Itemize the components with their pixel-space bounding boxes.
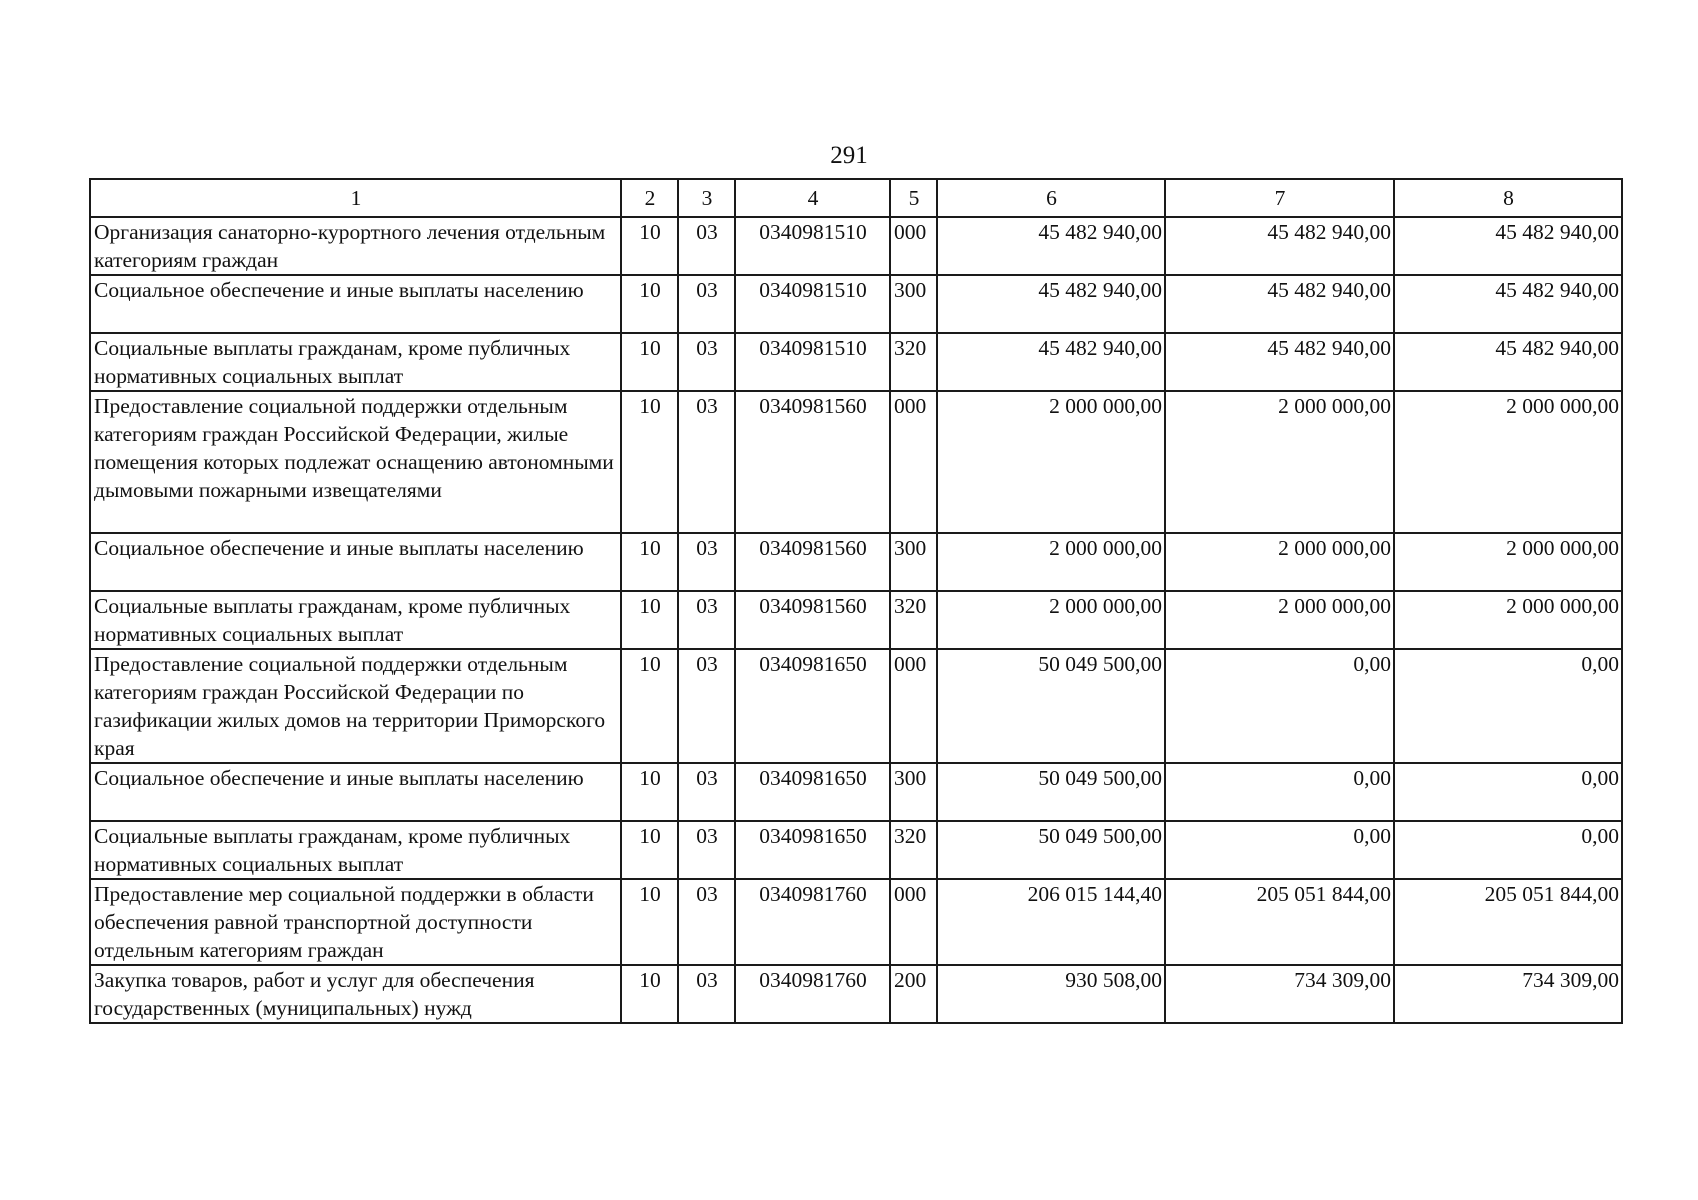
subsection-code: 03 (678, 763, 735, 821)
amount-col-7: 205 051 844,00 (1165, 879, 1394, 965)
expense-type-code: 000 (890, 649, 937, 763)
amount-col-7: 45 482 940,00 (1165, 275, 1394, 333)
budget-table (89, 178, 1623, 1024)
expense-name: Социальное обеспечение и иные выплаты населению (90, 275, 621, 333)
header-cell: 2 (621, 179, 678, 217)
header-cell: 3 (678, 179, 735, 217)
expense-type-code: 000 (890, 391, 937, 533)
amount-col-7: 0,00 (1165, 821, 1394, 879)
target-code: 0340981510 (735, 217, 890, 275)
section-code: 10 (621, 879, 678, 965)
expense-name: Социальные выплаты гражданам, кроме публичных нормативных социальных выплат (90, 333, 621, 391)
amount-col-8: 2 000 000,00 (1394, 391, 1622, 533)
amount-col-7: 2 000 000,00 (1165, 591, 1394, 649)
amount-col-7: 0,00 (1165, 763, 1394, 821)
expense-name: Социальное обеспечение и иные выплаты населению (90, 763, 621, 821)
header-row (90, 179, 1622, 217)
amount-col-7: 45 482 940,00 (1165, 333, 1394, 391)
target-code: 0340981560 (735, 591, 890, 649)
amount-col-8: 45 482 940,00 (1394, 333, 1622, 391)
expense-name: Социальные выплаты гражданам, кроме публичных нормативных социальных выплат (90, 591, 621, 649)
header-cell: 4 (735, 179, 890, 217)
section-code: 10 (621, 391, 678, 533)
amount-col-6: 206 015 144,40 (937, 879, 1165, 965)
amount-col-8: 205 051 844,00 (1394, 879, 1622, 965)
amount-col-8: 2 000 000,00 (1394, 591, 1622, 649)
amount-col-6: 45 482 940,00 (937, 217, 1165, 275)
amount-col-7: 2 000 000,00 (1165, 533, 1394, 591)
amount-col-8: 45 482 940,00 (1394, 217, 1622, 275)
table-row (90, 391, 1622, 533)
table-row (90, 217, 1622, 275)
expense-type-code: 320 (890, 821, 937, 879)
target-code: 0340981560 (735, 391, 890, 533)
page-number: 291 (830, 142, 868, 169)
section-code: 10 (621, 333, 678, 391)
expense-name: Предоставление мер социальной поддержки в области обеспечения равной транспортной доступности отдельным категориям граждан (90, 879, 621, 965)
header-cell: 1 (90, 179, 621, 217)
header-cell: 8 (1394, 179, 1622, 217)
amount-col-8: 2 000 000,00 (1394, 533, 1622, 591)
expense-name: Социальные выплаты гражданам, кроме публичных нормативных социальных выплат (90, 821, 621, 879)
amount-col-7: 734 309,00 (1165, 965, 1394, 1023)
amount-col-6: 45 482 940,00 (937, 275, 1165, 333)
table-row (90, 533, 1622, 591)
target-code: 0340981650 (735, 821, 890, 879)
amount-col-7: 45 482 940,00 (1165, 217, 1394, 275)
amount-col-8: 45 482 940,00 (1394, 275, 1622, 333)
target-code: 0340981560 (735, 533, 890, 591)
section-code: 10 (621, 217, 678, 275)
subsection-code: 03 (678, 965, 735, 1023)
amount-col-6: 2 000 000,00 (937, 391, 1165, 533)
amount-col-8: 0,00 (1394, 821, 1622, 879)
section-code: 10 (621, 821, 678, 879)
subsection-code: 03 (678, 879, 735, 965)
subsection-code: 03 (678, 649, 735, 763)
subsection-code: 03 (678, 533, 735, 591)
amount-col-8: 0,00 (1394, 763, 1622, 821)
target-code: 0340981760 (735, 879, 890, 965)
amount-col-6: 2 000 000,00 (937, 591, 1165, 649)
subsection-code: 03 (678, 217, 735, 275)
table-row (90, 649, 1622, 763)
header-cell: 5 (890, 179, 937, 217)
target-code: 0340981650 (735, 763, 890, 821)
expense-name: Закупка товаров, работ и услуг для обеспечения государственных (муниципальных) нужд (90, 965, 621, 1023)
header-cell: 6 (937, 179, 1165, 217)
expense-type-code: 320 (890, 333, 937, 391)
target-code: 0340981510 (735, 333, 890, 391)
subsection-code: 03 (678, 333, 735, 391)
amount-col-6: 50 049 500,00 (937, 763, 1165, 821)
subsection-code: 03 (678, 821, 735, 879)
amount-col-7: 2 000 000,00 (1165, 391, 1394, 533)
amount-col-8: 734 309,00 (1394, 965, 1622, 1023)
section-code: 10 (621, 649, 678, 763)
table-row (90, 879, 1622, 965)
expense-type-code: 320 (890, 591, 937, 649)
subsection-code: 03 (678, 591, 735, 649)
expense-name: Предоставление социальной поддержки отдельным категориям граждан Российской Федерации по газификации жилых домов на территории Приморского края (90, 649, 621, 763)
amount-col-8: 0,00 (1394, 649, 1622, 763)
section-code: 10 (621, 275, 678, 333)
amount-col-6: 45 482 940,00 (937, 333, 1165, 391)
table-row (90, 763, 1622, 821)
amount-col-6: 50 049 500,00 (937, 649, 1165, 763)
header-cell: 7 (1165, 179, 1394, 217)
table-row (90, 821, 1622, 879)
table-row (90, 965, 1622, 1023)
target-code: 0340981510 (735, 275, 890, 333)
section-code: 10 (621, 965, 678, 1023)
target-code: 0340981650 (735, 649, 890, 763)
target-code: 0340981760 (735, 965, 890, 1023)
table-row (90, 275, 1622, 333)
section-code: 10 (621, 763, 678, 821)
expense-name: Организация санаторно-курортного лечения отдельным категориям граждан (90, 217, 621, 275)
amount-col-6: 2 000 000,00 (937, 533, 1165, 591)
expense-type-code: 300 (890, 275, 937, 333)
table-row (90, 333, 1622, 391)
expense-name: Предоставление социальной поддержки отдельным категориям граждан Российской Федерации, жилые помещения которых подлежат оснащению автономными дымовыми пожарными извещателями (90, 391, 621, 533)
amount-col-6: 50 049 500,00 (937, 821, 1165, 879)
table-row (90, 591, 1622, 649)
expense-type-code: 000 (890, 879, 937, 965)
amount-col-7: 0,00 (1165, 649, 1394, 763)
subsection-code: 03 (678, 275, 735, 333)
amount-col-6: 930 508,00 (937, 965, 1165, 1023)
section-code: 10 (621, 591, 678, 649)
expense-type-code: 300 (890, 533, 937, 591)
expense-type-code: 300 (890, 763, 937, 821)
section-code: 10 (621, 533, 678, 591)
expense-type-code: 200 (890, 965, 937, 1023)
expense-type-code: 000 (890, 217, 937, 275)
expense-name: Социальное обеспечение и иные выплаты населению (90, 533, 621, 591)
subsection-code: 03 (678, 391, 735, 533)
